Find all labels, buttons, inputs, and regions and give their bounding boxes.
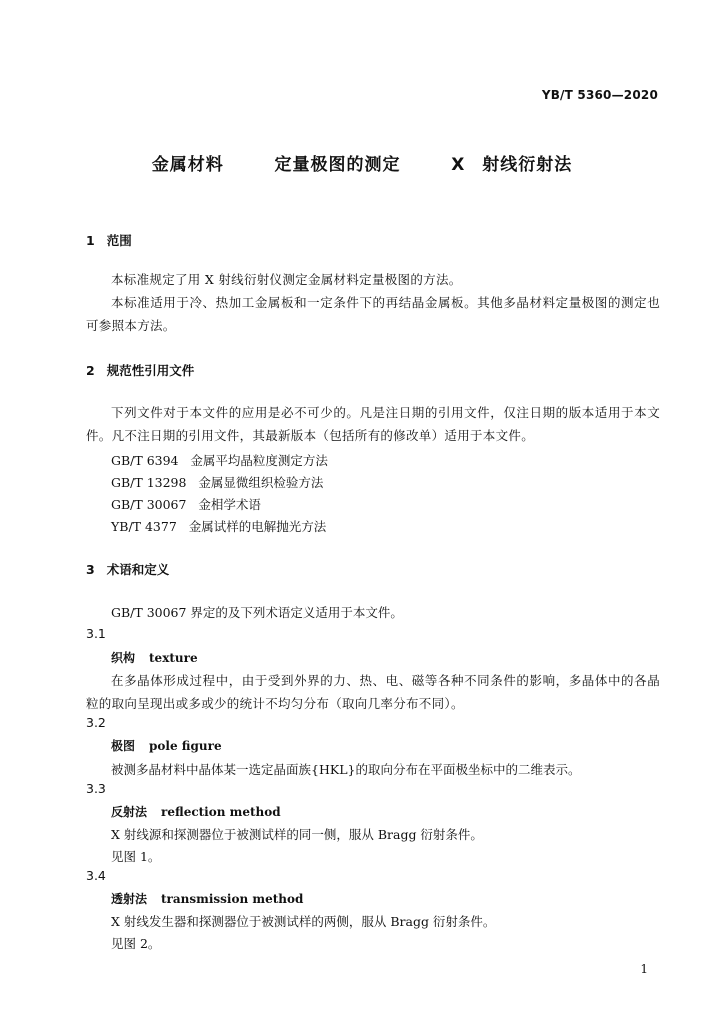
term-zh: 极图 bbox=[111, 739, 136, 753]
term-number: 3.1 bbox=[86, 626, 106, 641]
section-number: 1 bbox=[86, 233, 95, 248]
section-title: 范围 bbox=[106, 233, 132, 248]
section-1-heading bbox=[86, 231, 132, 249]
reference-item: GB/T 13298 金属显微组织检验方法 bbox=[111, 475, 324, 490]
term-en: texture bbox=[149, 651, 198, 665]
term-number: 3.2 bbox=[86, 715, 106, 730]
term-name bbox=[111, 890, 303, 907]
term-en: transmission method bbox=[161, 892, 304, 906]
terms-intro: GB/T 30067 界定的及下列术语定义适用于本文件。 bbox=[111, 605, 403, 620]
normative-references-paragraph: 下列文件对于本文件的应用是必不可少的。凡是注日期的引用文件，仅注日期的版本适用于本文件。凡不注日期的引用文件，其最新版本（包括所有的修改单）适用于本文件。 bbox=[86, 405, 660, 443]
term-definition: X 射线发生器和探测器位于被测试样的两侧，服从 Bragg 衍射条件。 bbox=[111, 914, 496, 929]
term-definition: 在多晶体形成过程中，由于受到外界的力、热、电、磁等各种不同条件的影响，多晶体中的各晶粒的取向呈现出或多或少的统计不均匀分布（取向几率分布不同）。 bbox=[86, 673, 660, 711]
page-number: 1 bbox=[640, 962, 648, 976]
reference-item: YB/T 4377 金属试样的电解抛光方法 bbox=[111, 519, 327, 534]
term-zh: 反射法 bbox=[111, 805, 148, 819]
section-3-heading bbox=[86, 560, 169, 578]
section-2-heading bbox=[86, 361, 194, 379]
term-definition: 被测多晶材料中晶体某一选定晶面族{HKL}的取向分布在平面极坐标中的二维表示。 bbox=[111, 762, 581, 777]
reference-item: GB/T 30067 金相学术语 bbox=[111, 497, 261, 512]
standard-code: YB/T 5360—2020 bbox=[541, 88, 658, 102]
document-title: 金属材料 定量极图的测定 X 射线衍射法 bbox=[151, 155, 573, 175]
scope-paragraph-2: 本标准适用于冷、热加工金属板和一定条件下的再结晶金属板。其他多晶材料定量极图的测定也可参照本方法。 bbox=[86, 295, 660, 333]
reference-item: GB/T 6394 金属平均晶粒度测定方法 bbox=[111, 453, 328, 468]
term-number: 3.4 bbox=[86, 868, 106, 883]
section-title: 术语和定义 bbox=[106, 562, 170, 577]
figure-reference: 见图 1。 bbox=[111, 849, 161, 864]
term-number: 3.3 bbox=[86, 781, 106, 796]
term-en: reflection method bbox=[161, 805, 281, 819]
scope-paragraph-1: 本标准规定了用 X 射线衍射仪测定金属材料定量极图的方法。 bbox=[111, 272, 462, 287]
figure-reference: 见图 2。 bbox=[111, 936, 161, 951]
term-zh: 透射法 bbox=[111, 892, 148, 906]
term-definition: X 射线源和探测器位于被测试样的同一侧，服从 Bragg 衍射条件。 bbox=[111, 827, 483, 842]
term-name bbox=[111, 737, 222, 754]
term-name bbox=[111, 649, 198, 666]
section-number: 3 bbox=[86, 562, 95, 577]
term-name bbox=[111, 803, 281, 820]
section-title: 规范性引用文件 bbox=[106, 363, 195, 378]
section-number: 2 bbox=[86, 363, 95, 378]
term-zh: 织构 bbox=[111, 651, 136, 665]
term-en: pole figure bbox=[149, 739, 222, 753]
